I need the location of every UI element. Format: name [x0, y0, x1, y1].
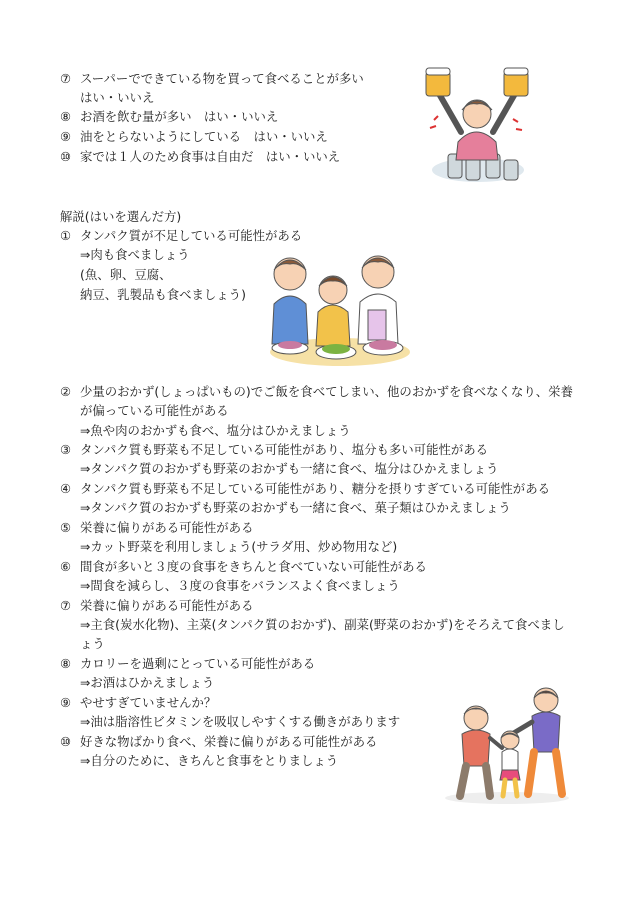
explanation-item-number: ④: [60, 481, 72, 496]
explanation-item-line: (魚、卵、豆腐、: [80, 267, 172, 282]
explanation-item-line: ⇒魚や肉のおかずも食べ、塩分はひかえましょう: [80, 423, 351, 438]
explanation-item-line: ⇒油は脂溶性ビタミンを吸収しやすくする働きがあります: [80, 714, 401, 729]
explanation-item-line: タンパク質が不足している可能性がある: [80, 228, 303, 243]
explanation-item-number: ⑤: [60, 520, 72, 535]
q7-text: スーパーでできている物を買って食べることが多い: [80, 71, 364, 86]
q7-answer: はい・いいえ: [80, 90, 155, 105]
q8-text: お酒を飲む量が多い はい・いいえ: [80, 109, 279, 124]
explanation-item-line: ⇒タンパク質のおかずも野菜のおかずも一緒に食べ、菓子類はひかえましょう: [80, 500, 511, 515]
explanation-item-number: ⑧: [60, 656, 72, 671]
q9-number: ⑨: [60, 129, 72, 144]
explanation-item-line: ⇒お酒はひかえましょう: [80, 675, 215, 690]
q8-number: ⑧: [60, 109, 72, 124]
explanation-item-line: ょう: [80, 636, 105, 651]
explanation-item-line: ⇒自分のために、きちんと食事をとりましょう: [80, 753, 339, 768]
explanation-item-line: ⇒カット野菜を利用しましょう(サラダ用、炒め物用など): [80, 539, 398, 554]
explanation-item-line: 間食が多いと３度の食事をきちんと食べていない可能性がある: [80, 559, 427, 574]
explanation-item-line: ⇒肉も食べましょう: [80, 247, 190, 262]
explanation-item-number: ⑨: [60, 695, 72, 710]
explanation-item-number: ⑥: [60, 559, 72, 574]
explanation-item-line: タンパク質も野菜も不足している可能性があり、糖分を摂りすぎている可能性がある: [80, 481, 550, 496]
q9-text: 油をとらないようにしている はい・いいえ: [80, 129, 328, 144]
explanation-item-line: が偏っている可能性がある: [80, 403, 229, 418]
explanation-item-number: ⑩: [60, 734, 72, 749]
explanation-item-line: 栄養に偏りがある可能性がある: [80, 520, 254, 535]
q7-number: ⑦: [60, 71, 72, 86]
explanation-item-line: ⇒主食(炭水化物)、主菜(タンパク質のおかず)、副菜(野菜のおかず)をそろえて食べまし: [80, 617, 565, 632]
explanation-item-line: カロリーを過剰にとっている可能性がある: [80, 656, 316, 671]
explanation-item-line: 栄養に偏りがある可能性がある: [80, 598, 254, 613]
explanation-item-line: 好きな物ばかり食べ、栄養に偏りがある可能性がある: [80, 734, 378, 749]
grandparent-mother-child-illustration: [440, 682, 574, 806]
explanation-item-number: ②: [60, 384, 72, 399]
q10-text: 家では１人のため食事は自由だ はい・いいえ: [80, 149, 341, 164]
explanation-item-line: ⇒タンパク質のおかずも野菜のおかずも一緒に食べ、塩分はひかえましょう: [80, 461, 499, 476]
explanation-item-line: やせすぎていませんか？: [80, 695, 217, 710]
explanation-item-line: 少量のおかず(しょっぱいもの)でご飯を食べてしまい、他のおかずを食べなくなり、栄養: [80, 384, 573, 399]
explanation-item-line: タンパク質も野菜も不足している可能性があり、塩分も多い可能性がある: [80, 442, 489, 457]
explanation-item-line: 納豆、乳製品も食べましょう): [80, 287, 246, 302]
explanation-heading: 解説(はいを選んだ方): [60, 209, 182, 224]
explanation-item-number: ⑦: [60, 598, 72, 613]
q10-number: ⑩: [60, 149, 72, 164]
explanation-item-number: ①: [60, 228, 72, 243]
explanation-item-number: ③: [60, 442, 72, 457]
family-eating-illustration: [268, 240, 413, 368]
woman-with-beer-mugs-illustration: [418, 62, 536, 190]
explanation-item-line: ⇒間食を減らし、３度の食事をバランスよく食べましょう: [80, 578, 400, 593]
